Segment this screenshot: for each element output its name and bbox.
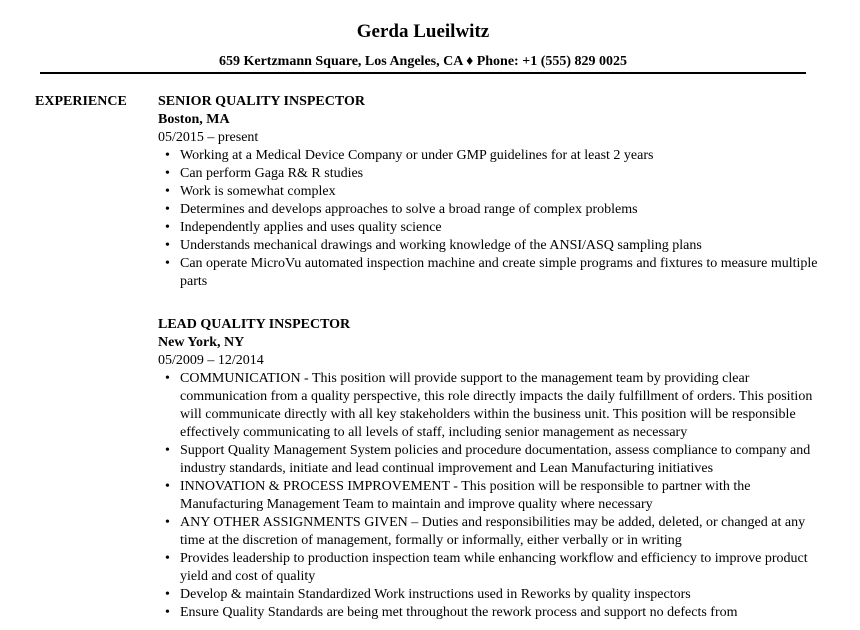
candidate-name: Gerda Lueilwitz (356, 21, 490, 42)
job-bullet: • Work is somewhat complex (180, 183, 818, 201)
header-divider (40, 72, 806, 74)
phone-text: Phone: +1 (555) 829 0025 (476, 54, 628, 69)
job-bullet: • Determines and develops approaches to solve a broad range of complex problems (180, 201, 818, 219)
job-location: New York, NY (158, 335, 245, 350)
job-bullet: • Understands mechanical drawings and working knowledge of the ANSI/ASQ sampling plans (180, 237, 818, 255)
job-bullet: • Provides leadership to production inspection team while enhancing workflow and efficiency to improve product yield and cost of quality (180, 550, 818, 586)
job-bullet: • Can operate MicroVu automated inspection machine and create simple programs and fixtures to measure multiple parts (180, 255, 818, 291)
job-spacer (158, 291, 818, 316)
diamond-separator-icon: ♦ (466, 54, 474, 69)
address-text: 659 Kertzmann Square, Los Angeles, CA (218, 54, 463, 69)
job-bullet: • Can perform Gaga R& R studies (180, 165, 818, 183)
job-title: LEAD QUALITY INSPECTOR (158, 317, 351, 332)
job-dates: 05/2009 – 12/2014 (158, 353, 264, 368)
job-bullet: • Independently applies and uses quality science (180, 219, 818, 237)
job-bullet: • Develop & maintain Standardized Work instructions used in Reworks by quality inspectors (180, 586, 818, 604)
job-bullet: • Ensure Quality Standards are being met throughout the rework process and support no defects from (180, 604, 818, 622)
job-title: SENIOR QUALITY INSPECTOR (158, 94, 365, 109)
job-dates: 05/2015 – present (158, 130, 259, 145)
job-location: Boston, MA (158, 112, 230, 127)
job-bullet: • Support Quality Management System policies and procedure documentation, assess compliance to company and industry standards, initiate and lead continual improvement and Lean Manufacturing initiatives (180, 442, 818, 478)
section-label-experience: EXPERIENCE (35, 94, 127, 109)
job-entry (158, 93, 818, 291)
job-bullet: • COMMUNICATION - This position will provide support to the management team by providing clear communication from a quality perspective, this role directly impacts the daily fulfillment of orders. This position will communicate directly with all key stakeholders within the business unit. This position will be responsible effectively communicating to all levels of staff, including senior management as necessary (180, 370, 818, 442)
job-bullet: • Working at a Medical Device Company or under GMP guidelines for at least 2 years (180, 147, 818, 165)
job-bullet-list (158, 370, 818, 622)
job-bullet: • ANY OTHER ASSIGNMENTS GIVEN – Duties and responsibilities may be added, deleted, or changed at any time at the discretion of management, formally or informally, either verbally or in writing (180, 514, 818, 550)
contact-line (0, 53, 846, 71)
job-bullet-list (158, 147, 818, 291)
experience-content (158, 93, 818, 622)
job-bullet: • INNOVATION & PROCESS IMPROVEMENT - This position will be responsible to partner with the Manufacturing Management Team to maintain and improve quality where necessary (180, 478, 818, 514)
job-entry (158, 316, 818, 622)
